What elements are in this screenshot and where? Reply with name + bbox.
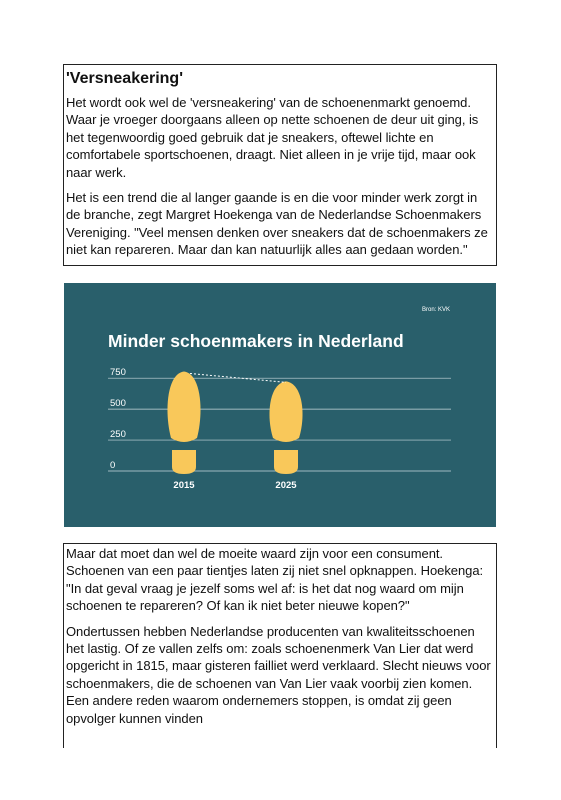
shoe-heel bbox=[172, 450, 196, 474]
paragraph-4: Ondertussen hebben Nederlandse producenten van kwaliteitsschoenen het lastig. Of ze vallen zelfs om: zoals schoenenmerk Van Lier dat werd opgericht in 1815, maar gisteren failliet werd verklaard. Slecht nieuws voor schoenmakers, die de schoenen van Van Lier vaak voorbij zien komen. Een andere reden waarom ondernemers stoppen, is omdat zij geen opvolger kunnen vinden bbox=[66, 623, 491, 726]
paragraph-1: Het wordt ook wel de 'versneakering' van de schoenenmarkt genoemd. Waar je vroeger doorgaans alleen op nette schoenen de deur uit ging, is het tegenwoordig goed gebruik dat je sneakers, oftewel lichte en comfortabele sportschoenen, draagt. Niet alleen in je vrije tijd, maar ook naar werk. bbox=[66, 95, 479, 180]
y-tick-label: 250 bbox=[110, 429, 126, 441]
chart-title: Minder schoenmakers in Nederland bbox=[108, 331, 404, 351]
shoe-sole bbox=[269, 381, 302, 442]
y-tick-label: 750 bbox=[110, 367, 126, 379]
x-tick-label: 2015 bbox=[173, 480, 195, 491]
bar-shoe-print bbox=[167, 371, 200, 474]
chart-source: Bron: KVK bbox=[421, 307, 450, 313]
infographic-chart bbox=[64, 283, 496, 527]
y-tick-label: 0 bbox=[110, 460, 116, 471]
article-box-bottom bbox=[63, 543, 497, 748]
paragraph-3: Maar dat moet dan wel de moeite waard zijn voor een consument. Schoenen van een paar tientjes laten zij niet snel opknappen. Hoekenga: "In dat geval vraag je jezelf soms wel af: is het dat nog waard om mijn schoenen te repareren? Of kan ik niet beter nieuwe kopen?" bbox=[66, 546, 484, 614]
chart-svg bbox=[64, 283, 496, 527]
article-box-top bbox=[63, 64, 497, 266]
article-title: 'Versneakering' bbox=[66, 70, 184, 87]
shoe-sole bbox=[167, 371, 200, 442]
y-tick-label: 500 bbox=[110, 398, 126, 410]
paragraph-2: Het is een trend die al langer gaande is en die voor minder werk zorgt in de branche, zegt Margret Hoekenga van de Nederlandse Schoenmakers Vereniging. "Veel mensen denken over sneakers dat de schoenmakers ze niet kan repareren. Maar dan kan natuurlijk alles aan gedaan worden." bbox=[66, 190, 488, 258]
x-tick-label: 2025 bbox=[275, 480, 297, 491]
bar-shoe-print bbox=[269, 381, 302, 474]
shoe-heel bbox=[274, 450, 298, 474]
